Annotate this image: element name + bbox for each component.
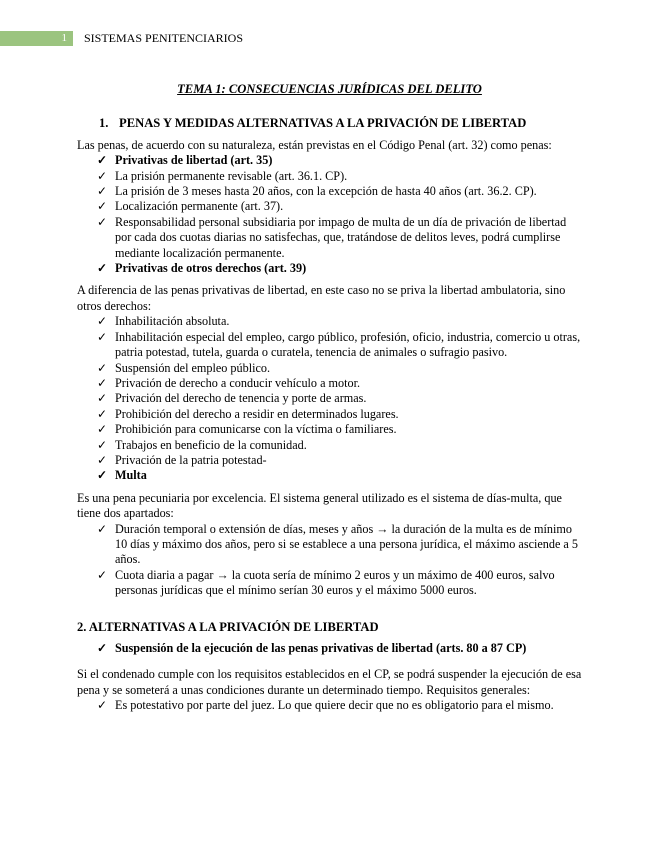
check-icon: ✓ — [97, 521, 108, 536]
list-item: ✓ Suspensión del empleo público. — [97, 360, 271, 375]
check-icon: ✓ — [97, 214, 108, 229]
check-icon: ✓ — [97, 641, 108, 655]
check-icon: ✓ — [97, 452, 108, 467]
subheading-privativas-otros: ✓ Privativas de otros derechos (art. 39) — [97, 261, 307, 276]
check-icon: ✓ — [97, 698, 108, 713]
privativas-libertad-list — [77, 169, 582, 261]
list-item: ✓ Inhabilitación absoluta. — [97, 314, 230, 329]
privativas-otros-intro: A diferencia de las penas privativas de libertad, en este caso no se priva la libertad ambulatoria, sino otros derechos: — [77, 283, 566, 313]
multa-list — [77, 522, 582, 599]
check-icon: ✓ — [97, 329, 108, 344]
theme-title: TEMA 1: CONSECUENCIAS JURÍDICAS DEL DELITO — [177, 82, 482, 96]
subheading-suspension: ✓ Suspensión de la ejecución de las penas privativas de libertad (arts. 80 a 87 CP) — [97, 641, 527, 655]
list-item: ✓ Cuota diaria a pagar → la cuota sería de mínimo 2 euros y un máximo de 400 euros, salvo personas jurídicas que el mínimo serían 30 euros y el máximo 5000 euros. — [97, 567, 555, 598]
section-2-title: 2. ALTERNATIVAS A LA PRIVACIÓN DE LIBERTAD — [77, 619, 379, 634]
check-icon: ✓ — [97, 153, 108, 168]
check-icon: ✓ — [97, 184, 108, 199]
multa-heading-list — [77, 468, 582, 483]
check-icon: ✓ — [97, 422, 108, 437]
document-body — [77, 82, 582, 714]
list-item: ✓ Privación del derecho de tenencia y porte de armas. — [97, 391, 367, 406]
section-1-title-text: PENAS Y MEDIDAS ALTERNATIVAS A LA PRIVACIÓN DE LIBERTAD — [119, 116, 527, 131]
suspension-intro: Si el condenado cumple con los requisitos establecidos en el CP, se podrá suspender la ejecución de esa pena y se someterá a unas condiciones durante un determinado tiempo. Requisitos generales: — [77, 667, 582, 697]
list-item: ✓ Inhabilitación especial del empleo, cargo público, profesión, oficio, industria, comercio u otras, patria potestad, tutela, guarda o curatela, tenencia de animales o sufragio pasivo. — [97, 329, 581, 360]
privativas-otros-list — [77, 314, 582, 468]
list-item: ✓ Privación de derecho a conducir vehículo a motor. — [97, 375, 361, 390]
list-item: ✓ Localización permanente (art. 37). — [97, 199, 284, 214]
section-1-intro: Las penas, de acuerdo con su naturaleza, están previstas en el Código Penal (art. 32) como penas: — [77, 137, 552, 152]
multa-intro: Es una pena pecuniaria por excelencia. El sistema general utilizado es el sistema de días-multa, que tiene dos apartados: — [77, 490, 562, 521]
check-icon: ✓ — [97, 375, 108, 390]
list-item: ✓ La prisión permanente revisable (art. 36.1. CP). — [97, 168, 348, 183]
privativas-libertad-heading-list — [77, 153, 582, 168]
check-icon: ✓ — [97, 406, 108, 421]
list-item: ✓ Prohibición para comunicarse con la víctima o familiares. — [97, 422, 397, 437]
subheading-multa: ✓ Multa — [97, 468, 147, 483]
page-number-badge: 1 — [0, 31, 73, 46]
section-1-number: 1. — [99, 116, 109, 131]
list-item: ✓ Responsabilidad personal subsidiaria por impago de multa de un día de privación de libertad por cada dos cuotas diarias no satisfechas, que, tratándose de delitos leves, podrá cumplirse mediante localización permanente. — [97, 214, 567, 260]
check-icon: ✓ — [97, 261, 108, 276]
list-item: ✓ Prohibición del derecho a residir en determinados lugares. — [97, 406, 399, 421]
check-icon: ✓ — [97, 314, 108, 329]
list-item: ✓ Es potestativo por parte del juez. Lo que quiere decir que no es obligatorio para el mismo. — [97, 698, 554, 713]
suspension-heading-list — [77, 641, 582, 656]
list-item: ✓ La prisión de 3 meses hasta 20 años, con la excepción de hasta 40 años (art. 36.2. CP). — [97, 184, 537, 199]
list-item: ✓ Privación de la patria potestad- — [97, 452, 267, 467]
list-item: ✓ Duración temporal o extensión de días, meses y años → la duración de la multa es de mínimo 10 días y máximo dos años, pero si se establece a una persona jurídica, el máximo asciende a 5 años. — [97, 521, 578, 567]
check-icon: ✓ — [97, 199, 108, 214]
subheading-privativas-libertad: ✓ Privativas de libertad (art. 35) — [97, 153, 273, 168]
suspension-list — [77, 698, 582, 713]
check-icon: ✓ — [97, 391, 108, 406]
check-icon: ✓ — [97, 567, 108, 582]
section-1-title — [77, 116, 582, 131]
check-icon: ✓ — [97, 168, 108, 183]
check-icon: ✓ — [97, 468, 108, 483]
page-header — [0, 31, 655, 46]
header-title: SISTEMAS PENITENCIARIOS — [84, 31, 244, 45]
check-icon: ✓ — [97, 437, 108, 452]
check-icon: ✓ — [97, 360, 108, 375]
privativas-otros-heading-list — [77, 261, 582, 276]
list-item: ✓ Trabajos en beneficio de la comunidad. — [97, 437, 307, 452]
